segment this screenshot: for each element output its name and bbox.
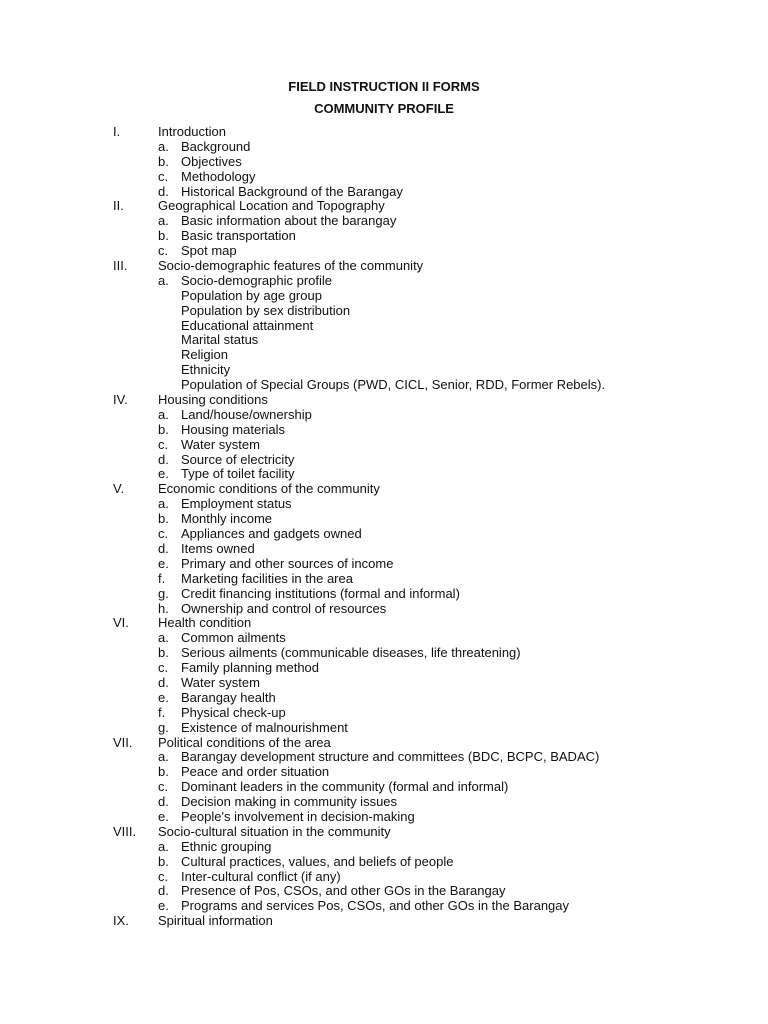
- item-text: Basic information about the barangay: [181, 213, 397, 229]
- list-item: [0, 319, 768, 334]
- item-text: Monthly income: [181, 511, 273, 527]
- item-text: Decision making in community issues: [181, 794, 398, 810]
- list-item: [0, 363, 768, 378]
- list-item: [0, 229, 768, 244]
- section-title: Political conditions of the area: [158, 734, 331, 750]
- item-letter: c.: [158, 243, 169, 259]
- item-letter: d.: [158, 540, 169, 556]
- list-item: [0, 750, 768, 765]
- item-letter: e.: [158, 898, 169, 914]
- item-text: Background: [181, 138, 251, 154]
- item-text: Family planning method: [181, 660, 320, 676]
- item-letter: b.: [158, 764, 169, 780]
- item-text: Socio-demographic profile: [181, 272, 333, 288]
- item-letter: c.: [158, 868, 169, 884]
- list-item: [0, 631, 768, 646]
- list-item: [0, 780, 768, 795]
- item-text: Credit financing institutions (formal and informal): [181, 585, 460, 601]
- item-text: People's involvement in decision-making: [181, 808, 415, 824]
- list-item: [0, 170, 768, 185]
- item-text: Ethnic grouping: [181, 838, 272, 854]
- document-outline: [0, 125, 768, 929]
- list-item: [0, 840, 768, 855]
- list-item: [0, 274, 768, 289]
- item-letter: b.: [158, 511, 169, 527]
- section-number: IV.: [113, 392, 128, 408]
- list-item: [0, 289, 768, 304]
- list-item: [0, 408, 768, 423]
- page-title: FIELD INSTRUCTION II FORMS: [288, 79, 480, 94]
- item-text: Housing materials: [181, 421, 286, 437]
- item-text: Physical check-up: [181, 704, 286, 720]
- item-text: Marketing facilities in the area: [181, 570, 353, 586]
- list-item: [0, 721, 768, 736]
- item-letter: b.: [158, 645, 169, 661]
- item-letter: d.: [158, 674, 169, 690]
- item-text: Inter-cultural conflict (if any): [181, 868, 341, 884]
- section-heading: [0, 616, 768, 631]
- item-text: Ethnicity: [181, 362, 231, 378]
- list-item: [0, 214, 768, 229]
- list-item: [0, 140, 768, 155]
- list-item: [0, 706, 768, 721]
- item-text: Cultural practices, values, and beliefs of people: [181, 853, 454, 869]
- list-item: [0, 870, 768, 885]
- list-item: [0, 542, 768, 557]
- item-letter: a.: [158, 406, 169, 422]
- item-letter: d.: [158, 794, 169, 810]
- section-title: Housing conditions: [158, 392, 268, 408]
- item-text: Appliances and gadgets owned: [181, 526, 362, 542]
- item-text: Programs and services Pos, CSOs, and other GOs in the Barangay: [181, 898, 570, 914]
- item-letter: b.: [158, 228, 169, 244]
- item-letter: c.: [158, 779, 169, 795]
- list-item: [0, 646, 768, 661]
- item-letter: c.: [158, 526, 169, 542]
- item-text: Existence of malnourishment: [181, 719, 348, 735]
- section-heading: [0, 259, 768, 274]
- section-number: IX.: [113, 913, 129, 929]
- list-item: [0, 244, 768, 259]
- list-item: [0, 453, 768, 468]
- item-letter: d.: [158, 451, 169, 467]
- list-item: [0, 765, 768, 780]
- section-heading: [0, 482, 768, 497]
- list-item: [0, 810, 768, 825]
- item-text: Dominant leaders in the community (formal and informal): [181, 779, 509, 795]
- list-item: [0, 602, 768, 617]
- item-letter: b.: [158, 853, 169, 869]
- item-letter: a.: [158, 630, 169, 646]
- section-heading: [0, 825, 768, 840]
- item-letter: g.: [158, 719, 169, 735]
- section-title: Socio-cultural situation in the community: [158, 823, 391, 839]
- item-text: Items owned: [181, 540, 255, 556]
- list-item: [0, 438, 768, 453]
- section-number: V.: [113, 481, 125, 497]
- section-number: VII.: [113, 734, 133, 750]
- item-text: Presence of Pos, CSOs, and other GOs in the Barangay: [181, 883, 506, 899]
- list-item: [0, 855, 768, 870]
- item-text: Barangay health: [181, 689, 276, 705]
- item-letter: a.: [158, 272, 169, 288]
- section-title: Health condition: [158, 615, 252, 631]
- item-letter: h.: [158, 600, 169, 616]
- section-heading: [0, 199, 768, 214]
- item-text: Population by sex distribution: [181, 302, 351, 318]
- item-letter: c.: [158, 168, 169, 184]
- item-text: Historical Background of the Barangay: [181, 183, 403, 199]
- item-letter: a.: [158, 838, 169, 854]
- item-text: Serious ailments (communicable diseases, life threatening): [181, 645, 521, 661]
- item-text: Methodology: [181, 168, 256, 184]
- list-item: [0, 661, 768, 676]
- item-text: Spot map: [181, 243, 237, 259]
- section-title: Introduction: [158, 124, 226, 139]
- section-number: II.: [113, 198, 124, 214]
- item-letter: c.: [158, 660, 169, 676]
- list-item: [0, 378, 768, 393]
- item-letter: a.: [158, 749, 169, 765]
- section-number: I.: [113, 124, 121, 139]
- list-item: [0, 333, 768, 348]
- item-letter: a.: [158, 213, 169, 229]
- section-title: Socio-demographic features of the community: [158, 258, 424, 274]
- item-text: Source of electricity: [181, 451, 295, 467]
- item-letter: b.: [158, 421, 169, 437]
- item-letter: c.: [158, 436, 169, 452]
- item-text: Peace and order situation: [181, 764, 330, 780]
- list-item: [0, 527, 768, 542]
- item-text: Population by age group: [181, 287, 322, 303]
- item-text: Water system: [181, 674, 260, 690]
- item-text: Religion: [181, 347, 228, 363]
- item-letter: e.: [158, 689, 169, 705]
- list-item: [0, 691, 768, 706]
- item-text: Type of toilet facility: [181, 466, 295, 482]
- item-text: Population of Special Groups (PWD, CICL, Senior, RDD, Former Rebels).: [181, 377, 606, 393]
- section-heading: [0, 736, 768, 751]
- section-number: VI.: [113, 615, 129, 631]
- list-item: [0, 304, 768, 319]
- list-item: [0, 587, 768, 602]
- item-text: Barangay development structure and committees (BDC, BCPC, BADAC): [181, 749, 600, 765]
- item-text: Land/house/ownership: [181, 406, 312, 422]
- section-number: VIII.: [113, 823, 137, 839]
- list-item: [0, 185, 768, 200]
- item-letter: b.: [158, 153, 169, 169]
- list-item: [0, 467, 768, 482]
- item-text: Primary and other sources of income: [181, 555, 394, 571]
- section-title: Economic conditions of the community: [158, 481, 380, 497]
- section-number: III.: [113, 258, 128, 274]
- list-item: [0, 512, 768, 527]
- item-letter: f.: [158, 570, 166, 586]
- section-heading: [0, 914, 768, 929]
- page-subtitle: COMMUNITY PROFILE: [314, 101, 454, 116]
- item-text: Common ailments: [181, 630, 286, 646]
- section-heading: [0, 125, 768, 140]
- item-text: Educational attainment: [181, 317, 314, 333]
- section-title: Spiritual information: [158, 913, 273, 929]
- list-item: [0, 676, 768, 691]
- section-heading: [0, 393, 768, 408]
- list-item: [0, 795, 768, 810]
- list-item: [0, 899, 768, 914]
- item-text: Objectives: [181, 153, 242, 169]
- item-letter: a.: [158, 496, 169, 512]
- item-letter: f.: [158, 704, 166, 720]
- item-letter: e.: [158, 808, 169, 824]
- section-title: Geographical Location and Topography: [158, 198, 385, 214]
- item-text: Employment status: [181, 496, 292, 512]
- list-item: [0, 155, 768, 170]
- list-item: [0, 572, 768, 587]
- item-letter: d.: [158, 883, 169, 899]
- item-letter: a.: [158, 138, 169, 154]
- item-text: Basic transportation: [181, 228, 296, 244]
- list-item: [0, 557, 768, 572]
- item-text: Water system: [181, 436, 260, 452]
- item-letter: e.: [158, 466, 169, 482]
- item-letter: d.: [158, 183, 169, 199]
- list-item: [0, 497, 768, 512]
- item-text: Ownership and control of resources: [181, 600, 387, 616]
- list-item: [0, 423, 768, 438]
- item-letter: g.: [158, 585, 169, 601]
- list-item: [0, 348, 768, 363]
- list-item: [0, 884, 768, 899]
- item-letter: e.: [158, 555, 169, 571]
- item-text: Marital status: [181, 332, 259, 348]
